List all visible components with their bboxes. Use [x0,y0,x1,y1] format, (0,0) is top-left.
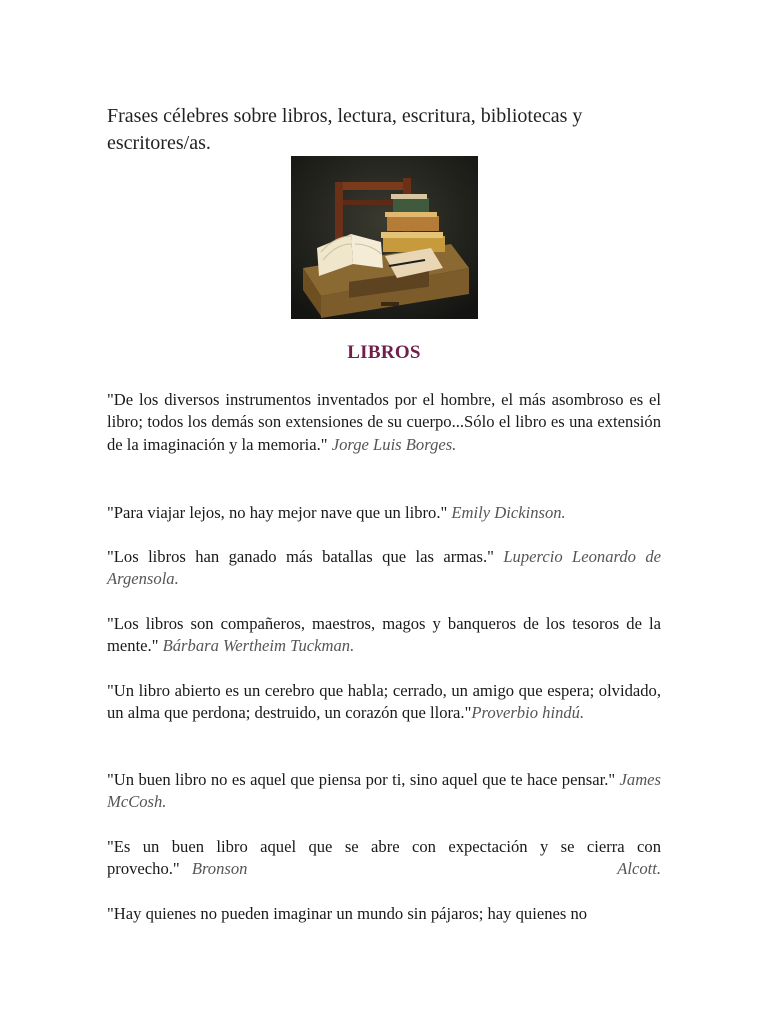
quote-author-last: Alcott. [617,859,661,879]
quote-4 [107,613,661,658]
quote-author: Bárbara Wertheim Tuckman. [162,636,355,656]
quote-author: Lupercio Leonardo de Argensola. [107,547,661,589]
quote-1 [107,389,661,456]
quote-7 [107,836,661,881]
quote-5 [107,680,661,725]
quote-text: provecho." [107,859,180,879]
quote-text: "Hay quienes no pueden imaginar un mundo sin pájaros; hay quienes no [107,904,588,923]
quote-text: "Los libros han ganado más batallas que las armas." [107,547,494,566]
section-title-libros: LIBROS [347,342,421,363]
quote-text: "Un buen libro no es aquel que piensa por ti, sino aquel que te hace pensar." [107,770,616,789]
quote-text: "Para viajar lejos, no hay mejor nave que un libro." [107,503,448,522]
quote-text-line: "Es un buen libro aquel que se abre con expectación y se cierra con [107,837,661,856]
quote-2 [107,502,661,524]
quote-3 [107,546,661,591]
quote-author: Proverbio hindú. [471,703,585,723]
books-on-desk-painting [291,156,478,319]
quote-text: "Los libros son compañeros, maestros, magos y banqueros de los tesoros de la mente." [107,614,661,656]
quote-author: Jorge Luis Borges. [331,434,457,454]
quote-author: Emily Dickinson. [451,503,566,522]
quote-last-line [107,858,661,880]
quote-8 [107,903,661,925]
quote-text: "De los diversos instrumentos inventados por el hombre, el más asombroso es el libro; todos los demás son extensiones de su cuerpo...Sólo el libro es una extensión de la imaginación y la memoria." [107,390,661,454]
quote-6 [107,769,661,814]
quote-author-first: Bronson [191,859,248,879]
intro-heading: Frases célebres sobre libros, lectura, escritura, bibliotecas y escritores/as. [107,105,583,154]
quote-author: James McCosh. [107,770,661,812]
quote-text: "Un libro abierto es un cerebro que habla; cerrado, un amigo que espera; olvidado, un alma que perdona; destruido, un corazón que llora." [107,681,661,723]
